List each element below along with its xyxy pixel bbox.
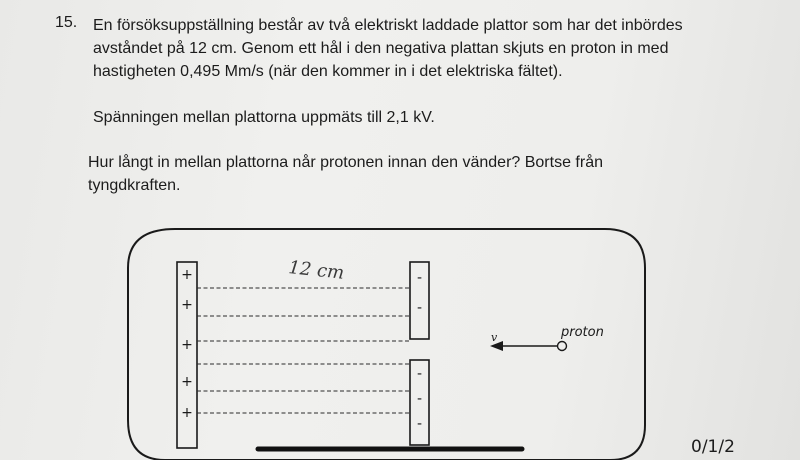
handwritten-distance: 12 cm [287, 257, 346, 284]
text-line: Spänningen mellan plattorna uppmäts till 2,1 kV. [93, 109, 435, 126]
minus-sign: - [416, 270, 423, 286]
minus-sign: - [416, 391, 423, 407]
text-line: tyngdkraften. [88, 177, 181, 194]
text-line: avståndet på 12 cm. Genom ett hål i den negativa plattan skjuts en proton in med [93, 40, 669, 57]
text-line: En försöksuppställning består av två elektriskt laddade plattor som har det inbördes [93, 17, 683, 34]
proton-label: proton [561, 325, 604, 340]
plus-sign: + [181, 267, 193, 283]
plus-sign: + [181, 297, 193, 313]
text-line: hastigheten 0,495 Mm/s (när den kommer in i det elektriska fältet). [93, 63, 563, 80]
plus-sign: + [181, 374, 193, 390]
question-number: 15. [55, 14, 78, 31]
diagram-frame [128, 229, 645, 460]
minus-sign: - [416, 300, 423, 316]
text-line: Hur långt in mellan plattorna når protonen innan den vänder? Bortse från [88, 154, 603, 171]
proton-dot [558, 342, 567, 351]
minus-sign: - [416, 366, 423, 382]
plus-sign: + [181, 405, 193, 421]
plus-sign: + [181, 337, 193, 353]
velocity-label: v [491, 331, 498, 344]
minus-sign: - [416, 416, 423, 432]
score-box: 0/1/2 [691, 437, 735, 457]
field-lines [197, 288, 410, 413]
